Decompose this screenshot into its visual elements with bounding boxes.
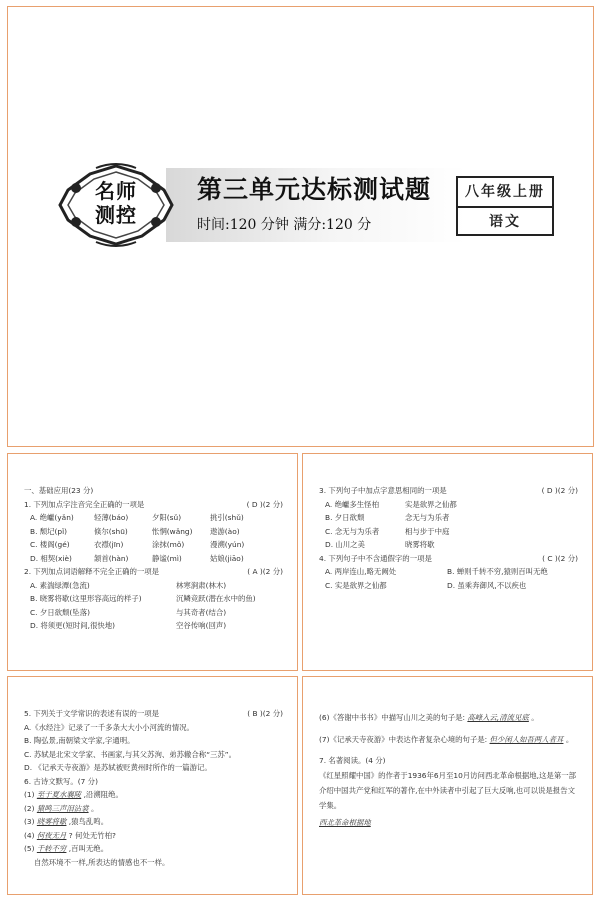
option: 遨游(ào): [210, 526, 240, 536]
grade-label: 八年级上册: [458, 178, 552, 208]
answer-score: ( A )(2 分): [247, 567, 283, 576]
option: 与其奇者(结合): [176, 607, 227, 617]
item-prefix: (4): [24, 830, 35, 840]
question-slide-1: [7, 453, 298, 671]
statement-line: A.《水经注》记录了一千多条大大小小河流的情况。: [24, 722, 194, 732]
handwritten-answer: 何夜无月: [36, 830, 67, 840]
answer-score: ( D )(2 分): [246, 499, 283, 509]
option-row: [24, 525, 289, 539]
item-prefix: (5): [24, 844, 35, 853]
item-prefix: (2): [24, 803, 35, 813]
option: A. 绝巘多生怪柏: [325, 499, 379, 509]
logo: [56, 162, 176, 248]
option: 念无与为乐者: [405, 513, 450, 522]
question-slide-2: [302, 453, 593, 671]
fill-blank-item: [24, 829, 289, 843]
question-text: 2. 下列加点词语解释不完全正确的一项是: [24, 567, 160, 576]
handwritten-answer: 晓雾将歇: [36, 817, 67, 826]
time-score-info: 时间:120 分钟 满分:120 分: [197, 217, 372, 233]
option: 静谧(mì): [152, 553, 182, 563]
option: C. 念无与为乐者: [325, 526, 380, 536]
handwritten-answer: 千转不穷: [36, 844, 67, 853]
item-prefix: (1): [24, 790, 35, 799]
item-suffix: ,猿鸟乱鸣。: [68, 817, 109, 826]
answer-score: ( D )(2 分): [541, 486, 578, 495]
question-list: [319, 484, 584, 592]
option: 沉鳞竞跃(潜在水中的鱼): [176, 594, 256, 603]
option: B. 晓雾将歇(这里形容高远的样子): [30, 594, 142, 603]
handwritten-answer: 猿鸣三声泪沾裳: [36, 803, 89, 813]
item-suffix: 。: [90, 803, 99, 813]
question-slide-3: [7, 676, 298, 895]
option: A. 两岸连山,略无阙处: [325, 567, 397, 576]
option-row: [319, 525, 584, 539]
statement-line: C. 苏轼是北宋文学家、书画家,与其父苏洵、弟苏辙合称“三苏”。: [24, 749, 237, 759]
question-slide-4: [302, 676, 593, 895]
logo-line-2: 测控: [95, 203, 137, 227]
item-prefix: (6)《答谢中书书》中描写山川之美的句子是:: [319, 713, 465, 722]
question-list: [24, 707, 289, 869]
option-row: [319, 511, 584, 525]
option-row: [24, 619, 289, 633]
item-suffix: ? 何处无竹柏?: [68, 830, 116, 840]
question-3-stem: [319, 484, 584, 498]
question-7-stem: 7. 名著阅读。(4 分): [319, 756, 386, 765]
handwritten-answer: 至于夏水襄陵: [36, 790, 82, 799]
option-row: [319, 565, 584, 579]
option: A. 素湍绿潭(急流): [30, 580, 90, 590]
option: C. 实是欲界之仙都: [325, 580, 387, 590]
option: C. 夕日欲颓(坠落): [30, 607, 90, 617]
option: B. 夕日欲颓: [325, 513, 365, 522]
grade-box: [456, 176, 554, 236]
option: 姑娘(jiāo): [210, 553, 244, 563]
option-row: [24, 606, 289, 620]
section-heading: 一、基础应用(23 分): [24, 486, 94, 495]
option-row: [24, 538, 289, 552]
option-row: [24, 579, 289, 593]
subject-label: 语文: [489, 214, 521, 230]
option: 夕阳(sǔ): [152, 513, 182, 522]
statement-line: D. 《记承天寺夜游》是苏轼被贬黄州时所作的一篇游记。: [24, 763, 212, 772]
item-suffix: ,沿溯阻绝。: [83, 790, 123, 799]
spacer: [319, 746, 584, 754]
option: D. 相契(xiè): [30, 553, 72, 563]
answer-score: ( B )(2 分): [247, 709, 283, 718]
question-text: 4. 下列句子中不含通假字的一项是: [319, 553, 432, 563]
fill-blank-item: [24, 815, 289, 829]
option-row: [319, 498, 584, 512]
option: C. 楼阁(gé): [30, 540, 70, 549]
logo-line-1: 名师: [95, 179, 137, 203]
option: 漫溯(yún): [210, 540, 245, 549]
fill-blank-item: [24, 842, 289, 856]
spacer: [319, 725, 584, 733]
option-row: [319, 579, 584, 593]
question-1-stem: [24, 498, 289, 512]
option: 林寒涧肃(林木): [176, 580, 227, 590]
option: 衣襟(jīn): [94, 540, 124, 549]
option: 轻薄(báo): [94, 513, 129, 522]
option: A. 绝巘(yǎn): [30, 513, 74, 522]
option-row: [319, 538, 584, 552]
option: D. 山川之美: [325, 540, 365, 549]
item-suffix: ,百叫无绝。: [68, 844, 109, 853]
fill-blank-item: [319, 711, 584, 725]
option: D. 虽乘奔御风,不以疾也: [447, 580, 527, 590]
option-row: [24, 592, 289, 606]
fill-blank-item: [319, 733, 584, 747]
option: 涂抹(mǒ): [152, 540, 185, 549]
handwritten-answer: 但少闲人如吾两人者耳: [489, 734, 564, 744]
option: 空谷传响(回声): [176, 621, 227, 630]
item-prefix: (3): [24, 817, 35, 826]
continuation-line: 自然环境不一样,所表达的情感也不一样。: [34, 857, 170, 867]
option: 倏尔(shū): [94, 526, 128, 536]
question-list: [24, 484, 289, 633]
handwritten-answer: 高峰入云,清流见底: [467, 713, 529, 722]
question-text: 1. 下列加点字注音完全正确的一项是: [24, 499, 145, 509]
option: 实是欲界之仙都: [405, 499, 457, 509]
cover-slide: [7, 6, 594, 447]
fill-blank-item: [24, 802, 289, 816]
page-title: 第三单元达标测试题: [197, 175, 432, 204]
option: B. 颓圮(pǐ): [30, 526, 68, 536]
question-list: [319, 711, 584, 830]
option: D. 将须更(短时间,很快地): [30, 621, 116, 630]
option-row: [24, 552, 289, 566]
question-text: 3. 下列句子中加点字意思相同的一项是: [319, 486, 447, 495]
question-5-stem: [24, 707, 289, 721]
title-band: [181, 162, 441, 248]
option: 颔首(hàn): [94, 553, 129, 563]
item-suffix: 。: [565, 734, 574, 744]
question-6-stem: 6. 古诗文默写。(7 分): [24, 776, 98, 786]
title-banner: [56, 162, 564, 248]
reading-passage: [319, 768, 584, 830]
answer-score: ( C )(2 分): [542, 553, 578, 563]
statement-line: B. 陶弘景,南朝梁文学家,字通明。: [24, 736, 135, 745]
passage-text: 《红星照耀中国》的作者于1936年6月至10月访问西北革命根据地,这是第一部介绍中国共产党和红军的著作,在中外读者中引起了巨大反响,也可以说是报告文学集。: [319, 770, 576, 810]
option: 挑引(shǔ): [210, 513, 244, 522]
item-prefix: (7)《记承天寺夜游》中表达作者复杂心境的句子是:: [319, 734, 488, 744]
option-row: [24, 511, 289, 525]
option: B. 蝉则千转不穷,猿则百叫无绝: [447, 567, 548, 576]
option: 相与步于中庭: [405, 526, 450, 536]
handwritten-answer: 西北革命根据地: [319, 817, 371, 827]
question-text: 5. 下列关于文学常识的表述有误的一项是: [24, 709, 160, 718]
item-suffix: 。: [531, 713, 539, 722]
question-4-stem: [319, 552, 584, 566]
option: 晓雾将歇: [405, 540, 435, 549]
option: 怅惘(wǎng): [152, 526, 193, 536]
fill-blank-item: [24, 788, 289, 802]
question-2-stem: [24, 565, 289, 579]
